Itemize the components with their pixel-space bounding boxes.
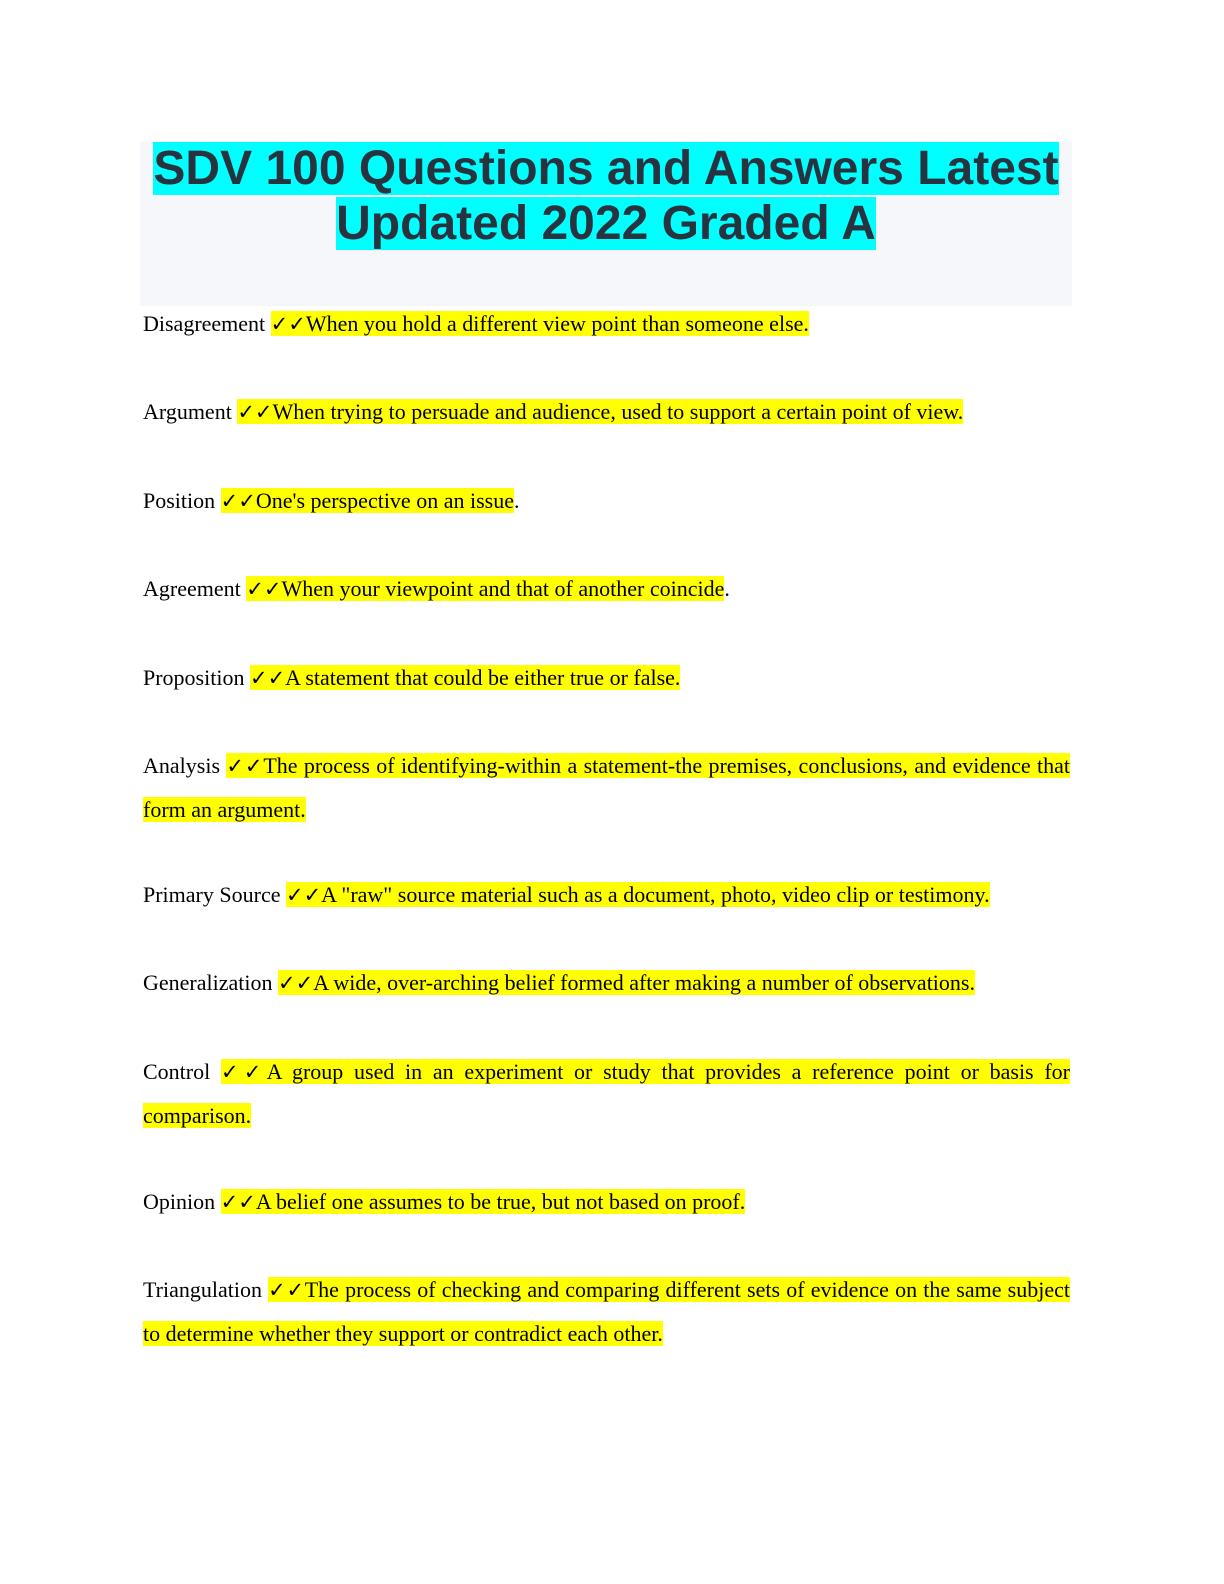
entry-definition-highlight [143, 753, 1070, 822]
entry-definition: A belief one assumes to be true, but not based on proof. [255, 1189, 746, 1214]
entry-position [143, 479, 1070, 523]
entry-definition: One's perspective on an issue [255, 488, 514, 513]
entry-definition-highlight [143, 1277, 1070, 1346]
title-line-1: SDV 100 Questions and Answers Latest [153, 142, 1059, 195]
double-check-icon: ✓✓ [220, 1060, 267, 1084]
entry-term: Argument [143, 399, 232, 424]
entry-agreement [143, 567, 1070, 611]
entry-definition: When you hold a different view point than someone else. [305, 311, 809, 336]
entry-definition: A statement that could be either true or false. [285, 665, 681, 690]
double-check-icon: ✓✓ [268, 1278, 305, 1302]
double-check-icon: ✓✓ [285, 883, 322, 907]
entry-term: Generalization [143, 970, 273, 995]
entry-definition-highlight [271, 311, 809, 336]
entry-definition-highlight [221, 488, 514, 513]
title-line-2: Updated 2022 Graded A [336, 197, 876, 250]
entry-term: Proposition [143, 665, 245, 690]
double-check-icon: ✓✓ [220, 489, 256, 513]
double-check-icon: ✓✓ [246, 577, 282, 601]
entry-term: Disagreement [143, 311, 266, 336]
double-check-icon: ✓✓ [278, 971, 314, 995]
entry-triangulation [143, 1268, 1070, 1356]
entry-generalization [143, 961, 1070, 1005]
entry-definition: A wide, over-arching belief formed after making a number of observations. [313, 970, 975, 995]
entry-term: Analysis [143, 753, 220, 778]
entry-tail: . [513, 488, 520, 513]
entry-term: Control [143, 1059, 211, 1084]
entry-definition-highlight [286, 882, 990, 907]
entry-opinion [143, 1180, 1070, 1224]
entry-definition-highlight [237, 399, 963, 424]
entry-term: Triangulation [143, 1277, 262, 1302]
entry-term: Agreement [143, 576, 241, 601]
entry-term: Opinion [143, 1189, 216, 1214]
entry-definition: A group used in an experiment or study that provides a reference point or basis for comparison. [143, 1059, 1070, 1128]
double-check-icon: ✓✓ [226, 754, 264, 778]
page-title [140, 141, 1072, 251]
entry-term: Primary Source [143, 882, 281, 907]
entry-analysis [143, 744, 1070, 832]
entry-definition-highlight [221, 1189, 746, 1214]
entry-definition: A "raw" source material such as a document, photo, video clip or testimony. [321, 882, 990, 907]
entry-proposition [143, 656, 1070, 700]
entry-definition-highlight [278, 970, 975, 995]
entry-definition: When your viewpoint and that of another coincide [281, 576, 725, 601]
entry-definition-highlight [143, 1059, 1070, 1128]
entry-disagreement [143, 302, 1070, 346]
double-check-icon: ✓✓ [220, 1190, 256, 1214]
entry-definition: The process of checking and comparing different sets of evidence on the same subject to determine whether they support or contradict each other. [143, 1277, 1070, 1346]
entry-primary-source [143, 873, 1070, 917]
entry-definition-highlight [246, 576, 724, 601]
entry-definition: When trying to persuade and audience, used to support a certain point of view. [272, 399, 964, 424]
entry-tail: . [724, 576, 730, 601]
entry-definition: The process of identifying-within a statement-the premises, conclusions, and evidence that form an argument. [143, 753, 1070, 822]
double-check-icon: ✓✓ [237, 400, 273, 424]
double-check-icon: ✓✓ [249, 666, 286, 690]
entry-control [143, 1050, 1070, 1138]
double-check-icon: ✓✓ [270, 312, 306, 336]
entry-term: Position [143, 488, 216, 513]
entry-definition-highlight [250, 665, 680, 690]
entry-argument [143, 390, 1070, 434]
